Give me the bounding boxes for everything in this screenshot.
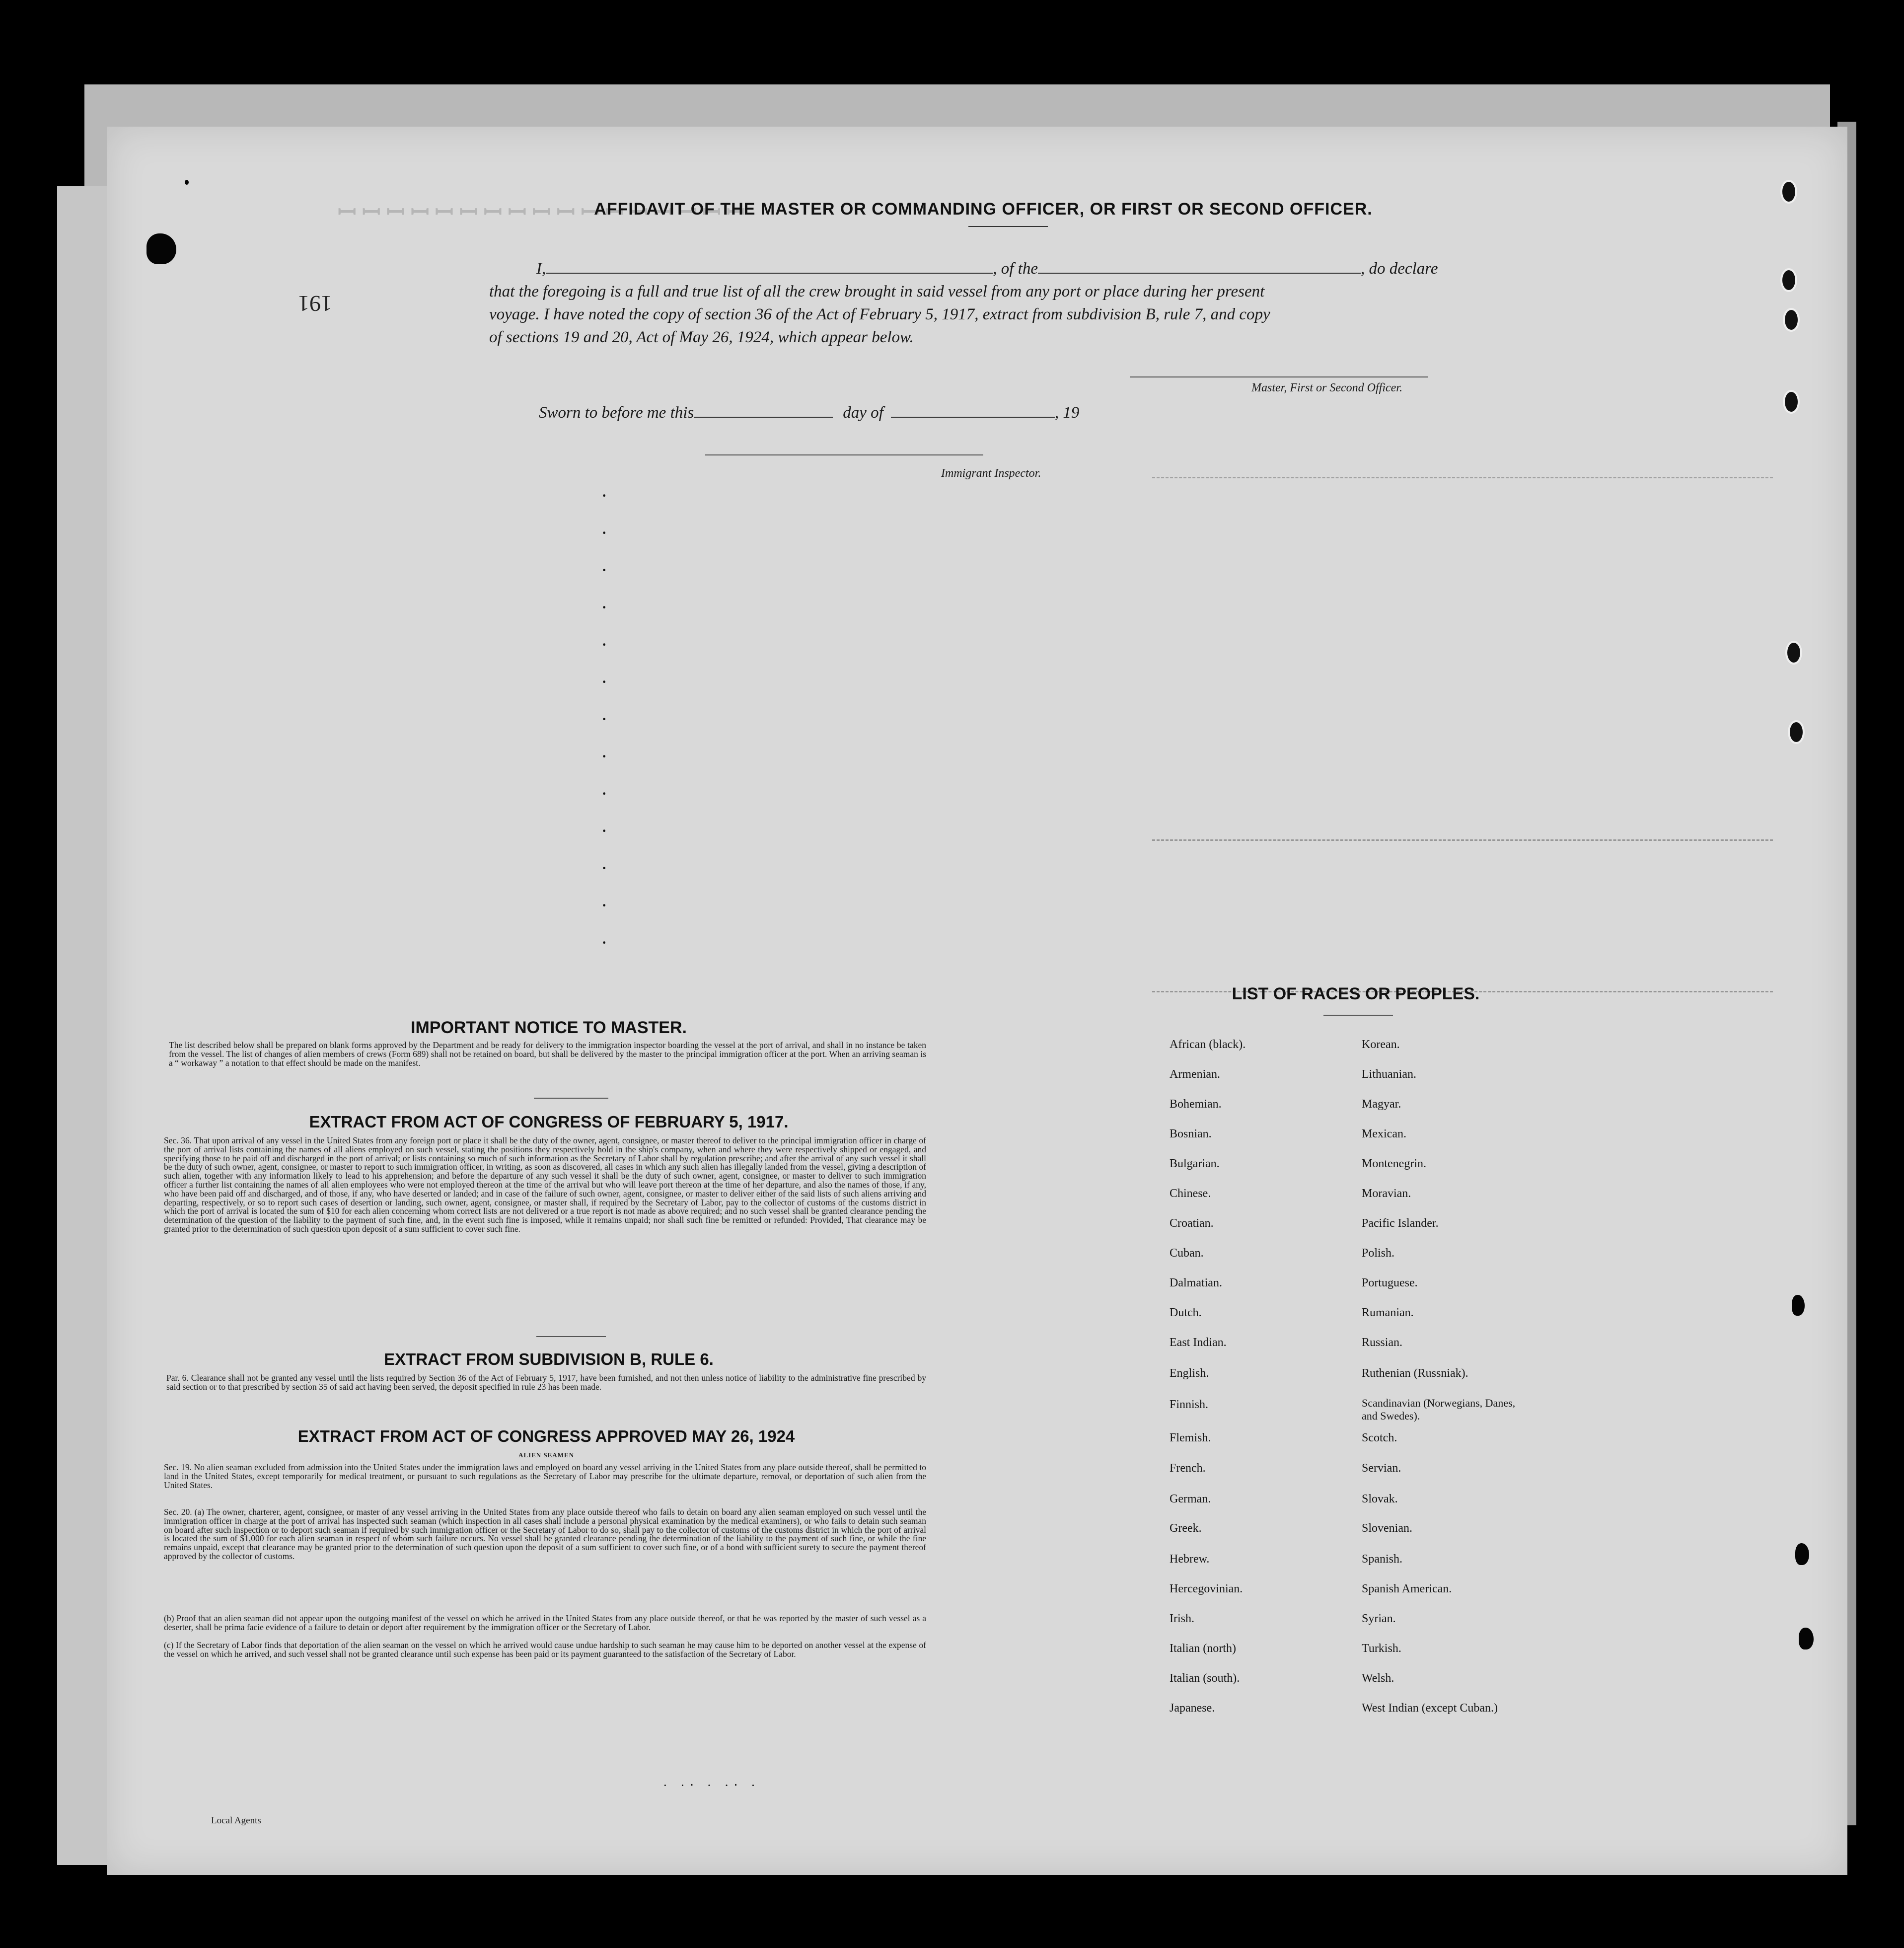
- race-item: Bosnian.: [1170, 1127, 1212, 1140]
- declaration-line-1: [536, 257, 1438, 280]
- race-item: Portuguese.: [1362, 1276, 1418, 1289]
- race-item: West Indian (except Cuban.): [1362, 1702, 1498, 1715]
- race-item: Italian (north): [1170, 1642, 1236, 1655]
- race-item: Turkish.: [1362, 1642, 1401, 1655]
- race-item: Bohemian.: [1170, 1098, 1222, 1111]
- declaration-line-2: that the foregoing is a full and true list of all the crew brought in said vessel from any port or place during her present: [489, 283, 1265, 300]
- month-blank: [891, 412, 1055, 418]
- race-item: Pacific Islander.: [1362, 1217, 1439, 1230]
- declaration-of-the: , of the: [993, 260, 1038, 278]
- dot-column: · · · · · · · · · · · · ·: [601, 484, 615, 954]
- race-item: Japanese.: [1170, 1702, 1215, 1715]
- declaration-line-3: voyage. I have noted the copy of section 36 of the Act of February 5, 1917, extract from subdivision B, rule 7, and copy: [489, 305, 1270, 323]
- inspector-signature-line: [705, 454, 983, 455]
- extract-1924-title: EXTRACT FROM ACT OF CONGRESS APPROVED MAY 26, 1924: [297, 1427, 795, 1445]
- punch-hole: [1783, 308, 1800, 332]
- declaration-line-4: of sections 19 and 20, Act of May 26, 1924, which appear below.: [489, 328, 914, 346]
- race-item: Syrian.: [1362, 1612, 1396, 1625]
- race-item: Slovak.: [1362, 1493, 1398, 1505]
- vessel-blank: [1038, 268, 1361, 274]
- race-item: Spanish American.: [1362, 1582, 1452, 1595]
- extract-rule6-title: EXTRACT FROM SUBDIVISION B, RULE 6.: [384, 1350, 714, 1368]
- races-rule: [1323, 1015, 1393, 1016]
- local-agents-label: Local Agents: [211, 1815, 261, 1826]
- race-item: Ruthenian (Russniak).: [1362, 1367, 1468, 1380]
- race-item: Armenian.: [1170, 1068, 1220, 1081]
- race-item: Scandinavian (Norwegians, Danes, and Swedes).: [1362, 1397, 1516, 1422]
- race-item: Polish.: [1362, 1247, 1395, 1260]
- show-through-text: ꟷ ꟷ ꟷ ꟷ ꟷ ꟷ ꟷ ꟷ ꟷ ꟷ ꟷ ꟷ ꟷ ꟷ ꟷ ꟷ ꟷ: [338, 200, 745, 225]
- show-through-rule: [1152, 477, 1773, 478]
- ink-blot: [1795, 1543, 1809, 1565]
- name-blank: [546, 268, 993, 274]
- title-rule: [968, 226, 1048, 227]
- section-19-text: Sec. 19. No alien seaman excluded from admission into the United States under the immigration laws and employed on board any vessel arriving in the United States from any place outside thereof, shall be permitted to land in the United States, except temporarily for medical treatment, or pursuant to such regulations as the Secretary of Labor may prescribe for the ultimate departure, removal, or deportation of such alien from the United States.: [164, 1462, 926, 1490]
- race-item: Rumanian.: [1362, 1306, 1414, 1319]
- day-blank: [694, 412, 833, 418]
- sworn-start: Sworn to before me this: [539, 404, 694, 422]
- race-item: Bulgarian.: [1170, 1157, 1220, 1170]
- race-item: Cuban.: [1170, 1247, 1204, 1260]
- sworn-day-of: day of: [843, 404, 883, 422]
- race-item: Greek.: [1170, 1522, 1202, 1535]
- race-item: Dutch.: [1170, 1306, 1202, 1319]
- race-item: Irish.: [1170, 1612, 1194, 1625]
- race-item: Hebrew.: [1170, 1553, 1210, 1566]
- race-item: English.: [1170, 1367, 1209, 1380]
- sworn-year: , 19: [1054, 404, 1080, 422]
- race-item: Dalmatian.: [1170, 1276, 1222, 1289]
- race-item: Finnish.: [1170, 1398, 1209, 1411]
- race-item: East Indian.: [1170, 1336, 1227, 1349]
- race-item: Italian (south).: [1170, 1672, 1240, 1685]
- sworn-line: [539, 401, 1079, 424]
- show-through-rule: [1152, 839, 1773, 841]
- race-item: Hercegovinian.: [1170, 1582, 1243, 1595]
- extract-1917-text: Sec. 36. That upon arrival of any vessel in the United States from any foreign port or place it shall be the duty of the owner, agent, consignee, or master thereof to deliver to the principal immigration officer in charge of the port of arrival lists containing the names of all aliens employed on such vessel, stating the positions they respectively hold in the ship's company, when and where they were respectively shipped or engaged, and specifying those to be paid off and discharged in the port of arrival; or lists containing so much of such information as the Secretary of Labor shall by regulation prescribe; and after the arrival of any such vessel it shall be the duty of such owner, agent, consignee, or master to report to such immigration officer, in writing, as soon as discovered, all cases in which any such alien has illegally landed from the vessel, giving a description of such alien, together with any information likely to lead to his apprehension; and before the departure of any such vessel it shall be the duty of such owner, agent, consignee, or master to deliver to such immigration officer a further list containing the names of all alien employees who were not employed thereon at the time of the arrival but who will leave port thereon at the time of her departure, and also the names of those, if any, who have been paid off and discharged, and of those, if any, who have deserted or landed; and in case of the failure of such owner, agent, consignee, or master to deliver either of the said lists of such aliens arriving and departing, respectively, or so to report such cases of desertion or landing, such owner, agent, consignee, or master shall, if required by the Secretary of Labor, pay to the collector of customs of the customs district in which the port of arrival is located the sum of $10 for each alien concerning whom correct lists are not delivered or a true report is not made as above required; and no such vessel shall be granted clearance pending the determination of the question of the liability to the payment of such fine, and, in the event such fine is imposed, while it remains unpaid; nor shall such fine be remitted or refunded: Provided, That clearance may be granted prior to the determination of such question upon deposit of a sum sufficient to cover such fine.: [164, 1135, 926, 1234]
- ink-blot: [1792, 1295, 1805, 1316]
- ink-blot: [146, 233, 176, 264]
- extract-rule: [536, 1336, 606, 1337]
- declaration-declare: , do declare: [1360, 260, 1438, 278]
- notice-rule: [534, 1098, 608, 1099]
- race-item: German.: [1170, 1493, 1211, 1505]
- punch-hole: [1785, 641, 1802, 665]
- alien-seamen-subtitle: ALIEN SEAMEN: [518, 1451, 575, 1459]
- race-item: Korean.: [1362, 1038, 1400, 1051]
- notice-text: The list described below shall be prepared on blank forms approved by the Department and be ready for delivery to the immigration inspector boarding the vessel at the port of arrival, and shall in no instance be taken from the vessel. The list of changes of alien members of crews (Form 689) shall not be retained on board, but shall be delivered by the master to the principal immigration officer at the port. When an arriving seaman is a “ workaway ” a notation to that effect should be made on the manifest.: [169, 1040, 926, 1068]
- section-20a-text: Sec. 20. (a) The owner, charterer, agent, consignee, or master of any vessel arriving in the United States from any place outside thereof who fails to detain on board any alien seaman employed on such vessel until the immigration officer in charge at the port of arrival has inspected such seaman (which inspection in all cases shall include a personal physical examination by the medical examiners), or who fails to detain such seaman on board after such inspection or to deport such seaman if required by such immigration officer or the Secretary of Labor to do so, shall pay to the collector of customs of the customs district in which the port of arrival is located the sum of $1,000 for each alien seaman in respect of whom such failure occurs. No vessel shall be granted clearance pending the determination of the liability to the payment of such fine, or while the fine remains unpaid, except that clearance may be granted prior to the determination of such question upon the deposit of a sum sufficient to cover such fine, or of a bond with sufficient surety to secure the payment thereof approved by the collector of customs.: [164, 1507, 926, 1561]
- extract-1917-title: EXTRACT FROM ACT OF CONGRESS OF FEBRUARY 5, 1917.: [309, 1113, 789, 1131]
- ink-blot: [185, 180, 189, 185]
- ink-smudges: · ·‧ · ·‧ ·: [663, 1778, 760, 1793]
- page-number: 191: [298, 291, 332, 316]
- signature-label: Master, First or Second Officer.: [1251, 381, 1402, 394]
- extract-rule6-text: Par. 6. Clearance shall not be granted any vessel until the lists required by Section 36 of the Act of February 5, 1917, have been furnished, and not then unless notice of liability to the administrative fine prescribed by said section or to that prescribed by section 35 of said act having been served, the deposit specified in rule 23 has been made.: [166, 1373, 926, 1392]
- race-item: Chinese.: [1170, 1187, 1211, 1200]
- signature-line: [1130, 376, 1428, 377]
- race-item: Spanish.: [1362, 1553, 1403, 1566]
- notice-title: IMPORTANT NOTICE TO MASTER.: [411, 1018, 687, 1037]
- section-20c-text: (c) If the Secretary of Labor finds that deportation of the alien seaman on the vessel on which he arrived would cause undue hardship to such seaman he may cause him to be deported on another vessel at the expense of the vessel on which he arrived, and such vessel shall not be granted clearance until such expense has been paid or its payment guaranteed to the satisfaction of the Secretary of Labor.: [164, 1640, 926, 1659]
- punch-hole: [1780, 180, 1797, 204]
- race-item: Magyar.: [1362, 1098, 1401, 1111]
- affidavit-title: AFFIDAVIT OF THE MASTER OR COMMANDING OFFICER, OR FIRST OR SECOND OFFICER.: [594, 200, 1373, 219]
- race-item: Servian.: [1362, 1462, 1401, 1475]
- race-item: Welsh.: [1362, 1672, 1394, 1685]
- race-item: Croatian.: [1170, 1217, 1214, 1230]
- race-item: Lithuanian.: [1362, 1068, 1416, 1081]
- races-title: LIST OF RACES OR PEOPLES.: [1232, 984, 1480, 1003]
- race-item: French.: [1170, 1462, 1206, 1475]
- race-item: Scotch.: [1362, 1431, 1397, 1444]
- race-item: Montenegrin.: [1362, 1157, 1426, 1170]
- race-item: Moravian.: [1362, 1187, 1411, 1200]
- race-item: Russian.: [1362, 1336, 1403, 1349]
- ink-blot: [1799, 1628, 1814, 1649]
- section-20b-text: (b) Proof that an alien seaman did not appear upon the outgoing manifest of the vessel on which he arrived in the United States from any place outside thereof, or that he was reported by the master of such vessel as a deserter, shall be prima facie evidence of a failure to detain or deport after requirement by the immigration officer or the Secretary of Labor.: [164, 1613, 926, 1632]
- document-page: [107, 127, 1847, 1875]
- race-item: African (black).: [1170, 1038, 1246, 1051]
- punch-hole: [1780, 268, 1797, 292]
- punch-hole: [1783, 390, 1800, 414]
- race-item: Mexican.: [1362, 1127, 1406, 1140]
- race-item: Flemish.: [1170, 1431, 1211, 1444]
- race-item: Slovenian.: [1362, 1522, 1412, 1535]
- inspector-label: Immigrant Inspector.: [941, 467, 1041, 480]
- punch-hole: [1788, 720, 1805, 744]
- declaration-i: I,: [536, 260, 546, 278]
